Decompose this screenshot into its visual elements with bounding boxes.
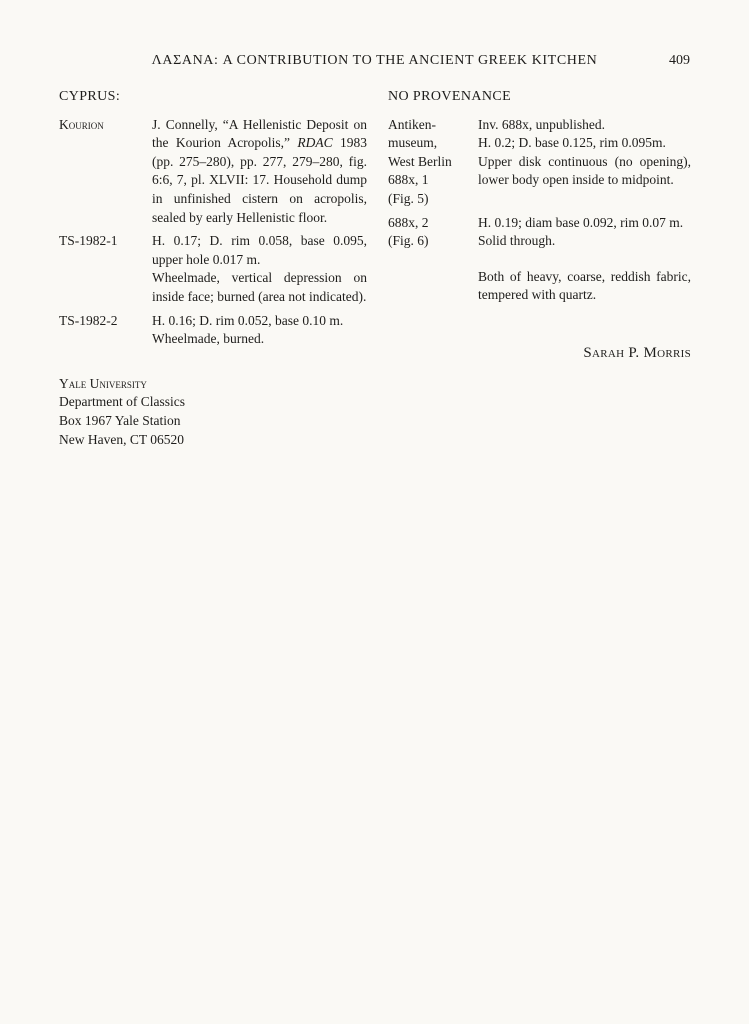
- entry-label-688x-1: [388, 116, 478, 209]
- entry-text-ts-1982-2: [152, 312, 367, 349]
- section-heading-no-provenance: NO PROVENANCE: [388, 89, 512, 104]
- dimensions-paragraph: H. 0.19; diam base 0.092, rim 0.07 m.: [478, 214, 684, 230]
- right-column: [388, 88, 691, 363]
- label-line: (Fig. 5): [388, 190, 429, 206]
- catalog-entry-688x-2: [388, 214, 691, 251]
- label-line: museum,: [388, 135, 438, 151]
- page-number: 409: [669, 53, 690, 68]
- entry-label-688x-2: [388, 214, 478, 251]
- description-paragraph: Upper disk continuous (no opening), lower body open inside to midpoint.: [478, 153, 691, 188]
- dimensions-paragraph: H. 0.17; D. rim 0.058, base 0.095, upper hole 0.017 m.: [152, 233, 367, 267]
- section-heading-cyprus: CYPRUS:: [59, 89, 121, 104]
- dimensions-paragraph: H. 0.16; D. rim 0.052, base 0.10 m.: [152, 312, 344, 328]
- entry-label-ts-1982-2: TS-1982-2: [59, 312, 118, 328]
- citation-text-before: J. Connelly, “A Hellenistic Deposit on the Kourion Acropolis,”: [152, 116, 367, 151]
- left-column: [59, 88, 367, 449]
- fabric-note: Both of heavy, coarse, reddish fabric, tempered with quartz.: [478, 268, 691, 303]
- description-paragraph: Solid through.: [478, 233, 556, 249]
- catalog-entry-ts-1982-2: [59, 312, 367, 349]
- label-line: 688x, 2: [388, 214, 429, 230]
- entry-text-ts-1982-1: [152, 232, 367, 306]
- catalog-entry-688x-1: [388, 116, 691, 209]
- entry-label-ts-1982-1: TS-1982-1: [59, 233, 118, 249]
- running-title: ΛΑΣΑΝΑ: A CONTRIBUTION TO THE ANCIENT GREEK KITCHEN: [151, 53, 598, 68]
- citation-text-after: 1983 (pp. 275–280), pp. 277, 279–280, fig. 6:6, 7, pl. XLVII: 17. Household dump in unfinished cistern on acropolis, sealed by early Hellenistic floor.: [152, 135, 368, 225]
- page-header: [0, 52, 749, 72]
- dimensions-paragraph: H. 0.2; D. base 0.125, rim 0.095m.: [478, 135, 666, 151]
- entry-text-688x-1: [478, 116, 691, 209]
- affiliation-department: Department of Classics: [59, 394, 185, 410]
- entry-text-688x-2: [478, 214, 691, 251]
- author-affiliation: [59, 375, 367, 449]
- citation-paragraph: [152, 116, 367, 228]
- inventory-paragraph: Inv. 688x, unpublished.: [478, 116, 605, 132]
- affiliation-institution: Yale University: [59, 375, 147, 391]
- affiliation-address-line1: Box 1967 Yale Station: [59, 412, 181, 428]
- label-line: 688x, 1: [388, 172, 429, 188]
- label-line: West Berlin: [388, 153, 452, 169]
- catalog-entry-kourion: [59, 116, 367, 228]
- label-line: Antiken-: [388, 116, 436, 132]
- author-name: Sarah P. Morris: [583, 344, 691, 361]
- affiliation-address-line2: New Haven, CT 06520: [59, 431, 184, 447]
- catalog-entry-ts-1982-1: [59, 232, 367, 306]
- description-paragraph: Wheelmade, vertical depression on inside face; burned (area not indicated).: [152, 270, 367, 304]
- entry-label-kourion: Kourion: [59, 116, 104, 132]
- citation-journal-title: RDAC: [297, 135, 333, 151]
- label-line: (Fig. 6): [388, 233, 429, 249]
- description-paragraph: Wheelmade, burned.: [152, 331, 265, 347]
- entry-text-kourion: [152, 116, 367, 228]
